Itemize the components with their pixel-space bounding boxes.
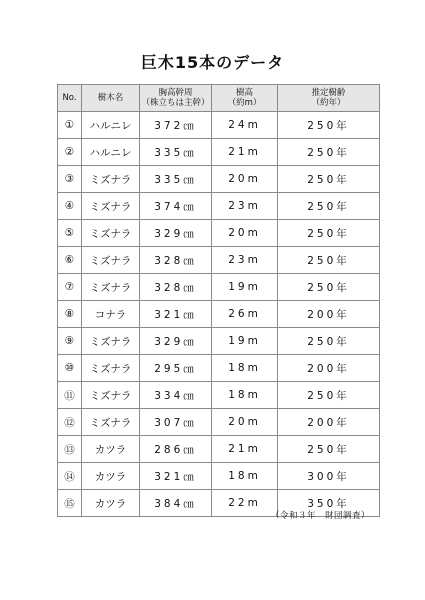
cell-height: 18m [212, 463, 278, 490]
cell-age: 350年 [278, 490, 380, 517]
cell-age: 250年 [278, 139, 380, 166]
cell-age: 250年 [278, 193, 380, 220]
cell-girth: 328㎝ [140, 247, 212, 274]
header-age [278, 85, 380, 112]
cell-no: ⑧ [58, 301, 82, 328]
cell-no: ⑥ [58, 247, 82, 274]
cell-height: 20m [212, 220, 278, 247]
cell-species: ミズナラ [82, 328, 140, 355]
cell-girth: 335㎝ [140, 139, 212, 166]
header-height-label: 樹高 [235, 88, 253, 98]
cell-species: カツラ [82, 463, 140, 490]
cell-girth: 328㎝ [140, 274, 212, 301]
cell-age: 250年 [278, 274, 380, 301]
cell-height: 21m [212, 436, 278, 463]
cell-height: 18m [212, 355, 278, 382]
cell-height: 24m [212, 112, 278, 139]
header-no-label: No. [62, 93, 77, 103]
cell-height: 19m [212, 274, 278, 301]
cell-species: カツラ [82, 436, 140, 463]
cell-girth: 334㎝ [140, 382, 212, 409]
cell-species: ハルニレ [82, 112, 140, 139]
cell-height: 20m [212, 409, 278, 436]
cell-no: ⑫ [58, 409, 82, 436]
cell-no: ⑪ [58, 382, 82, 409]
cell-girth: 295㎝ [140, 355, 212, 382]
table-row [58, 382, 380, 409]
cell-girth: 321㎝ [140, 463, 212, 490]
cell-girth: 307㎝ [140, 409, 212, 436]
cell-no: ⑭ [58, 463, 82, 490]
table-row [58, 355, 380, 382]
cell-no: ⑩ [58, 355, 82, 382]
header-species [82, 85, 140, 112]
header-no [58, 85, 82, 112]
cell-species: ミズナラ [82, 355, 140, 382]
table-row [58, 112, 380, 139]
cell-girth: 372㎝ [140, 112, 212, 139]
cell-age: 250年 [278, 382, 380, 409]
table-row [58, 247, 380, 274]
cell-no: ⑨ [58, 328, 82, 355]
cell-girth: 335㎝ [140, 166, 212, 193]
cell-girth: 329㎝ [140, 220, 212, 247]
cell-age: 250年 [278, 247, 380, 274]
header-girth-note: （株立ちは主幹） [141, 98, 210, 108]
cell-girth: 374㎝ [140, 193, 212, 220]
cell-no: ⑦ [58, 274, 82, 301]
cell-age: 250年 [278, 112, 380, 139]
cell-girth: 384㎝ [140, 490, 212, 517]
header-girth-label: 胸高幹周 [158, 88, 193, 98]
cell-species: カツラ [82, 490, 140, 517]
cell-height: 22m [212, 490, 278, 517]
cell-no: ② [58, 139, 82, 166]
cell-height: 23m [212, 193, 278, 220]
cell-species: ミズナラ [82, 166, 140, 193]
table-body [58, 112, 380, 517]
table-header [58, 85, 380, 112]
header-age-label: 推定樹齢 [311, 88, 346, 98]
cell-height: 20m [212, 166, 278, 193]
cell-age: 300年 [278, 463, 380, 490]
cell-age: 250年 [278, 328, 380, 355]
table-row [58, 139, 380, 166]
header-height [212, 85, 278, 112]
table-row [58, 274, 380, 301]
cell-no: ① [58, 112, 82, 139]
header-height-note: （約m） [227, 98, 262, 108]
cell-species: ミズナラ [82, 409, 140, 436]
cell-no: ③ [58, 166, 82, 193]
cell-girth: 286㎝ [140, 436, 212, 463]
cell-no: ⑮ [58, 490, 82, 517]
header-species-label: 樹木名 [97, 93, 124, 103]
table-row [58, 301, 380, 328]
header-girth [140, 85, 212, 112]
cell-age: 200年 [278, 409, 380, 436]
cell-height: 26m [212, 301, 278, 328]
cell-no: ⑬ [58, 436, 82, 463]
cell-species: ミズナラ [82, 382, 140, 409]
header-age-note: （約年） [311, 98, 346, 108]
cell-age: 250年 [278, 436, 380, 463]
header-row [58, 85, 380, 112]
cell-species: ミズナラ [82, 220, 140, 247]
cell-age: 250年 [278, 220, 380, 247]
document-title: 巨木15本のデータ [140, 53, 285, 72]
table-row [58, 409, 380, 436]
cell-height: 19m [212, 328, 278, 355]
cell-no: ④ [58, 193, 82, 220]
cell-species: ミズナラ [82, 274, 140, 301]
table-row [58, 436, 380, 463]
cell-no: ⑤ [58, 220, 82, 247]
table-row [58, 328, 380, 355]
cell-height: 18m [212, 382, 278, 409]
cell-species: ミズナラ [82, 193, 140, 220]
table-row [58, 166, 380, 193]
cell-age: 250年 [278, 166, 380, 193]
tree-data-table [57, 84, 380, 517]
cell-girth: 329㎝ [140, 328, 212, 355]
cell-age: 200年 [278, 301, 380, 328]
cell-age: 200年 [278, 355, 380, 382]
table-row [58, 193, 380, 220]
cell-girth: 321㎝ [140, 301, 212, 328]
cell-height: 23m [212, 247, 278, 274]
cell-species: コナラ [82, 301, 140, 328]
cell-species: ハルニレ [82, 139, 140, 166]
cell-species: ミズナラ [82, 247, 140, 274]
table-row [58, 463, 380, 490]
source-footnote: （令和３年 財団調査） [271, 511, 371, 521]
table-row [58, 220, 380, 247]
cell-height: 21m [212, 139, 278, 166]
